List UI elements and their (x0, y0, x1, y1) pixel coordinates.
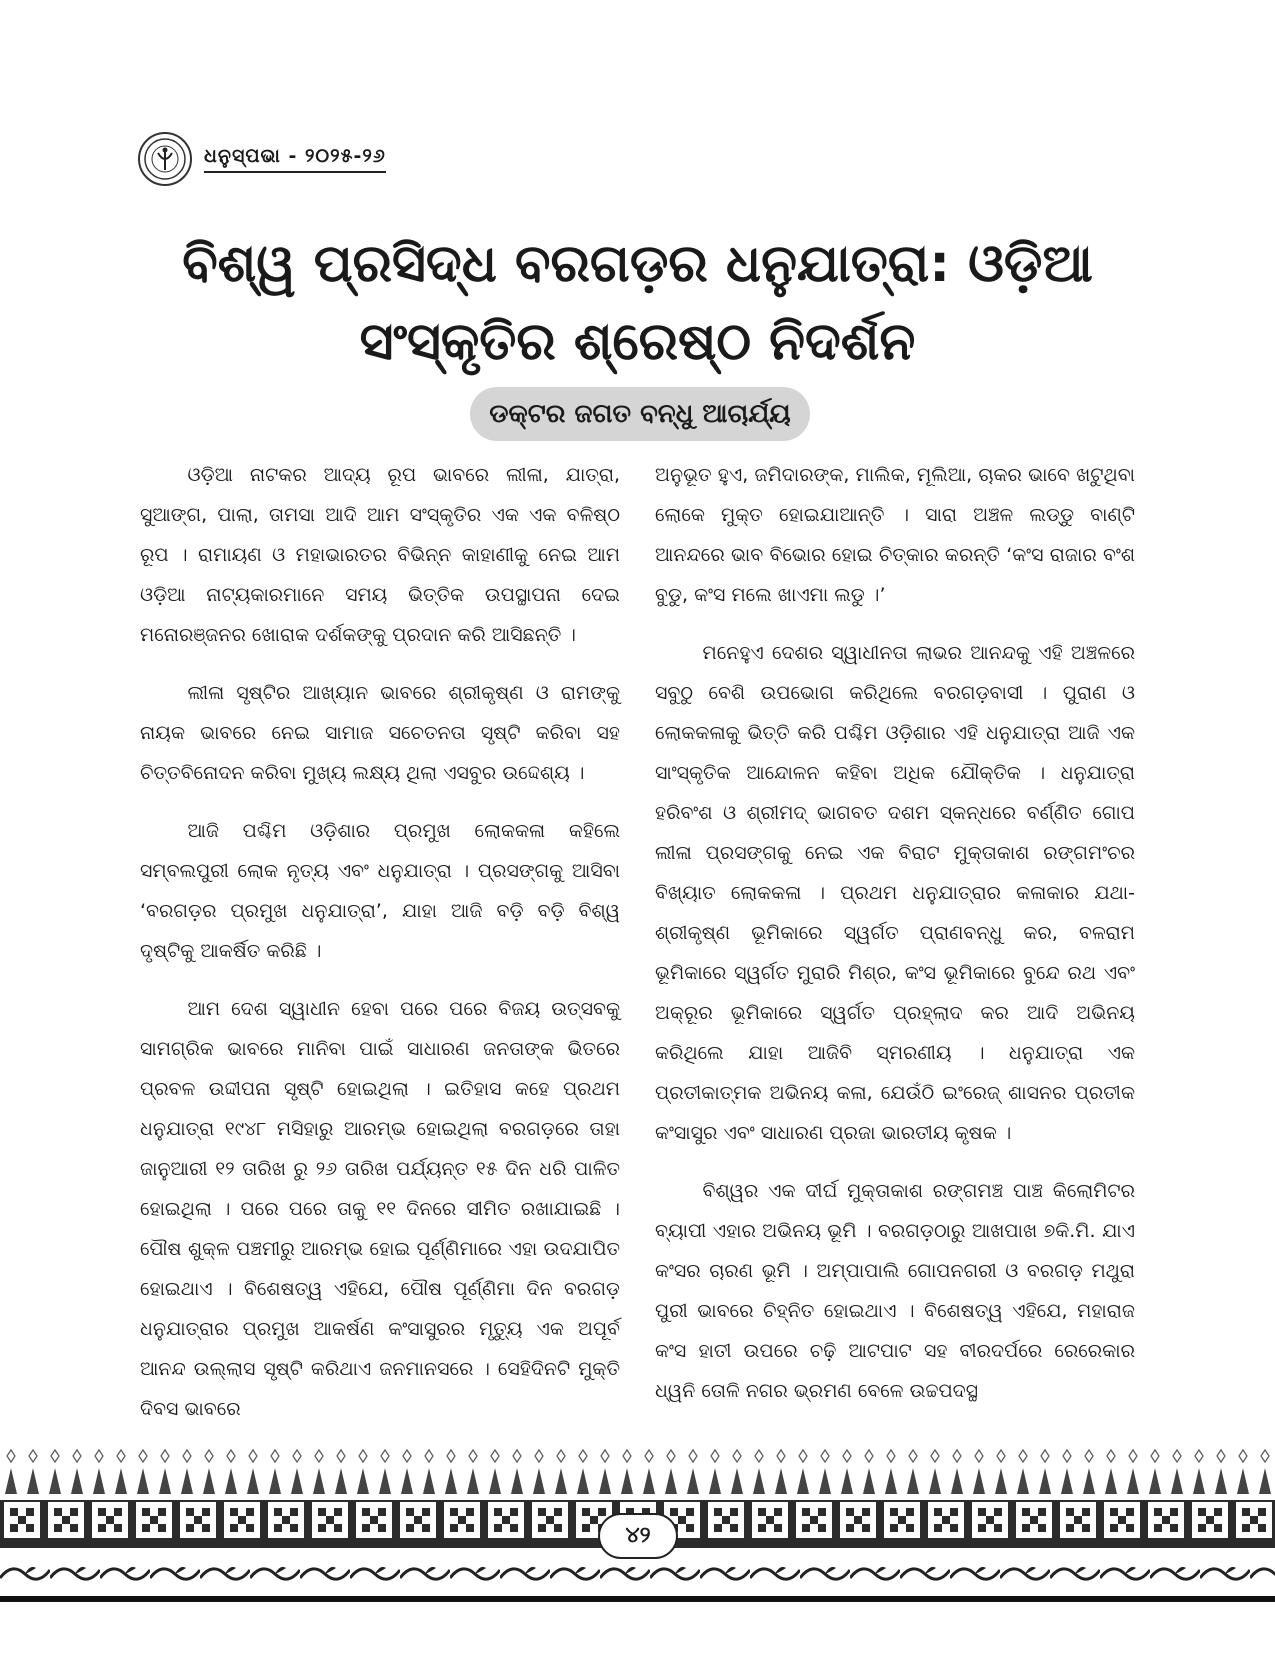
page-number: ୪୨ (598, 1513, 678, 1559)
paragraph: ଲୀଳା ସୃଷ୍ଟିର ଆଖ୍ୟାନ ଭାବରେ ଶ୍ରୀକୃଷ୍ଣ ଓ ରାମଙ୍କୁ ନାୟକ ଭାବରେ ନେଇ ସାମାଜ ସଚେତନତା ସୃଷ୍ଟି କରିବା ସହ ଚିତ୍ତବିନୋଦନ କରିବା ମୁଖ୍ୟ ଲକ୍ଷ୍ୟ ଥିଲା ଏସବୁର ଉଦ୍ଦେଶ୍ୟ । (140, 682, 620, 784)
paragraph: ଆଜି ପଶ୍ଚିମ ଓଡ଼ିଶାର ପ୍ରମୁଖ ଲୋକକଳା କହିଲେ ସମ୍ବଲପୁରୀ ଲୋକ ନୃତ୍ୟ ଏବଂ ଧନୁଯାତ୍ରା । ପ୍ରସଙ୍ଗକୁ ଆସିବା ‘ବରଗଡ଼ର ପ୍ରମୁଖ ଧନୁଯାତ୍ରା’, ଯାହା ଆଜି ବଡ଼ି ବଡ଼ି ବିଶ୍ୱ ଦୃଷ୍ଟିକୁ ଆକର୍ଷିତ କରିଛି । (140, 820, 620, 962)
paragraph: ଆମ ଦେଶ ସ୍ୱାଧୀନ ହେବା ପରେ ପରେ ବିଜୟ ଉତ୍ସବକୁ ସାମଗ୍ରିକ ଭାବରେ ମାନିବା ପାଇଁ ସାଧାରଣ ଜନତାଙ୍କ ଭିତରେ ପ୍ରବଳ ଉଦ୍ଦୀପନା ସୃଷ୍ଟି ହୋଇଥିଲା । ଇତିହାସ କହେ ପ୍ରଥମ ଧନୁଯାତ୍ରା ୧୯୪୮ ମସିହାରୁ ଆରମ୍ଭ ହୋଇଥିଲା ବରଗଡ଼ରେ ତାହା ଜାନୁଆରୀ ୧୨ ତାରିଖ ରୁ ୨୬ ତାରିଖ ପର୍ଯ୍ୟନ୍ତ ୧୫ ଦିନ ଧରି ପାଳିତ ହୋଇଥିଲା । ପରେ ପରେ ତାକୁ ୧୧ ଦିନରେ ସୀମିତ ରଖାଯାଇଛି । ପୌଷ ଶୁକ୍ଳ ପଞ୍ଚମୀରୁ ଆରମ୍ଭ ହୋଇ ପୂର୍ଣ୍ଣିମାରେ ଏହା ଉଦଯାପିତ ହୋଇଥାଏ । ବିଶେଷତ୍ୱ ଏହିଯେ, ପୌଷ ପୂର୍ଣ୍ଣିମା ଦିନ ବରଗଡ଼ ଧନୁଯାତ୍ରାର ପ୍ରମୁଖ ଆକର୍ଷଣ କଂସାସୁରର ମୃତ୍ୟୁ ଏକ ଅପୂର୍ବ ଆନନ୍ଦ ଉଲ୍ଲାସ ସୃଷ୍ଟି କରିଥାଏ ଜନମାନସରେ । ସେହିଦିନଟି ମୁକ୍ତି ଦିବସ ଭାବରେ (140, 998, 620, 1420)
author-badge: ଡକ୍ଟର ଜଗତ ବନ୍ଧୁ ଆଚାର୍ଯ୍ୟ (470, 387, 810, 441)
running-header (138, 132, 386, 186)
article-title: ବିଶ୍ୱ ପ୍ରସିଦ୍ଧ ବରଗଡ଼ର ଧନୁଯାତ୍ରା: ଓଡ଼ିଆ ସଂସ୍କୃତିର ଶ୍ରେଷ୍ଠ ନିଦର୍ଶନ (182, 234, 1093, 372)
left-column (140, 455, 620, 1447)
emblem-seal-icon (138, 132, 192, 186)
paragraph: ଅନୁଭୂତ ହୁଏ, ଜମିଦାରଙ୍କ, ମାଲିକ, ମୂଲିଆ, ଚାକର ଭାବେ ଖଟୁଥିବା ଲୋକେ ମୁକ୍ତ ହୋଇଯାଆନ୍ତି । ସାରା ଅଞ୍ଚଳ ଲଡ୍ଡୁ ବାଣ୍ଟି ଆନନ୍ଦରେ ଭାବ ବିଭୋର ହୋଇ ଚିତ୍କାର କରନ୍ତି ‘କଂସ ରାଜାର ବଂଶ ବୁଡୁ, କଂସ ମଲେ ଖାଏମା ଲଡୁ ।’ (655, 464, 1135, 606)
right-column (655, 455, 1135, 1429)
paragraph: ବିଶ୍ୱର ଏକ ଦୀର୍ଘ ମୁକ୍ତାକାଶ ରଙ୍ଗମଞ୍ଚ ପାଞ୍ଚ କିଲୋମିଟର ବ୍ୟାପୀ ଏହାର ଅଭିନୟ ଭୂମି । ବରଗଡ଼ଠାରୁ ଆଖପାଖ ୭କି.ମି. ଯାଏ କଂସର ଚାରଣ ଭୂମି । ଅମ୍ପାପାଲି ଗୋପନଗରୀ ଓ ବରଗଡ଼ ମଥୁରା ପୁରୀ ଭାବରେ ଚିହ୍ନିତ ହୋଇଥାଏ । ବିଶେଷତ୍ୱ ଏହିଯେ, ମହାରାଜ କଂସ ହାତୀ ଉପରେ ଚଢ଼ି ଆଟପାଟ ସହ ବୀରଦର୍ପରେ ରେରେକାର ଧ୍ୱନି ତୋଳି ନଗର ଭ୍ରମଣ ବେଳେ ଉଚ୍ଚପଦସ୍ଥ (655, 1180, 1135, 1402)
paragraph: ମନେହୁଏ ଦେଶର ସ୍ୱାଧୀନତା ଲାଭର ଆନନ୍ଦକୁ ଏହି ଅଞ୍ଚଳରେ ସବୁଠୁ ବେଶି ଉପଭୋଗ କରିଥିଲେ ବରଗଡ଼ବାସୀ । ପୁରାଣ ଓ ଲୋକକଳାକୁ ଭିତ୍ତି କରି ପଶ୍ଚିମ ଓଡ଼ିଶାର ଏହି ଧନୁଯାତ୍ରା ଆଜି ଏକ ସାଂସ୍କୃତିକ ଆନ୍ଦୋଳନ କହିବା ଅଧିକ ଯୌକ୍ତିକ । ଧନୁଯାତ୍ରା ହରିବଂଶ ଓ ଶ୍ରୀମଦ୍ ଭାଗବତ ଦଶମ ସ୍କନ୍ଧରେ ବର୍ଣ୍ଣିତ ଗୋପ ଲୀଳା ପ୍ରସଙ୍ଗକୁ ନେଇ ଏକ ବିରାଟ ମୁକ୍ତାକାଶ ରଙ୍ଗମଂଚର ବିଖ୍ୟାତ ଲୋକକଳା । ପ୍ରଥମ ଧନୁଯାତ୍ରାର କଳାକାର ଯଥା- ଶ୍ରୀକୃଷ୍ଣ ଭୂମିକାରେ ସ୍ୱର୍ଗତ ପ୍ରାଣବନ୍ଧୁ କର, ବଳରାମ ଭୂମିକାରେ ସ୍ୱର୍ଗତ ମୁରାରି ମିଶ୍ର, କଂସ ଭୂମିକାରେ ବୁନ୍ଦେ ରଥ ଏବଂ ଅକ୍ରୂର ଭୂମିକାରେ ସ୍ୱର୍ଗତ ପ୍ରହ୍ଲାଦ କର ଆଦି ଅଭିନୟ କରିଥିଲେ ଯାହା ଆଜିବି ସ୍ମରଣୀୟ । ଧନୁଯାତ୍ରା ଏକ ପ୍ରତୀକାତ୍ମକ ଅଭିନୟ କଳା, ଯେଉଁଠି ଇଂରେଜ୍ ଶାସନର ପ୍ରତୀକ କଂସାସୁର ଏବଂ ସାଧାରଣ ପ୍ରଜା ଭାରତୀୟ କୃଷକ । (655, 642, 1135, 1144)
paragraph: ଓଡ଼ିଆ ନାଟକର ଆଦ୍ୟ ରୂପ ଭାବରେ ଲୀଳା, ଯାତ୍ରା, ସୁଆଙ୍ଗ, ପାଲା, ତାମସା ଆଦି ଆମ ସଂସ୍କୃତିର ଏକ ଏକ ବଳିଷ୍ଠ ରୂପ । ରାମାୟଣ ଓ ମହାଭାରତର ବିଭିନ୍ନ କାହାଣୀକୁ ନେଇ ଆମ ଓଡ଼ିଆ ନାଟ୍ୟକାରମାନେ ସମୟ ଭିତ୍ତିକ ଉପସ୍ଥାପନା ଦେଇ ମନୋରଞ୍ଜନର ଖୋରାକ ଦର୍ଶକଙ୍କୁ ପ୍ରଦାନ କରି ଆସିଛନ୍ତି । (140, 464, 620, 646)
header-text: ଧନୁସ୍ପଭା - ୨୦୨୫-୨୬ (204, 145, 386, 173)
